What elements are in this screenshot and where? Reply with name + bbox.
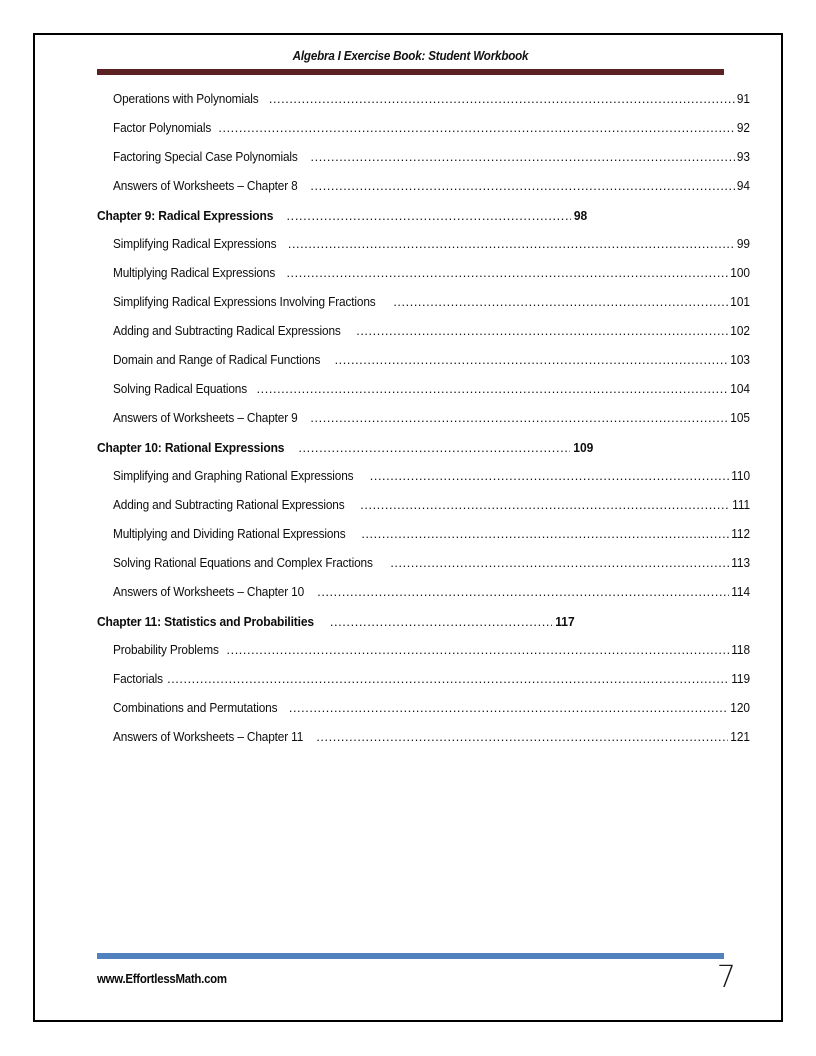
toc-entry-row[interactable] xyxy=(35,121,781,150)
toc-entry-label: Adding and Subtracting Rational Expressions xyxy=(113,498,345,512)
toc-entry-row[interactable] xyxy=(35,643,781,672)
toc-dot-leader xyxy=(317,585,729,601)
toc-chapter-row[interactable] xyxy=(35,208,781,237)
toc-dot-leader xyxy=(370,469,729,485)
toc-entry-row[interactable] xyxy=(35,237,781,266)
toc-entry-row[interactable] xyxy=(35,179,781,208)
toc-dot-leader xyxy=(269,92,735,108)
toc-entry-row[interactable] xyxy=(35,701,781,730)
footer-page-number: 7 xyxy=(716,960,736,995)
toc-entry-page-number: 103 xyxy=(730,353,750,367)
footer-website: www.EffortlessMath.com xyxy=(97,971,227,986)
toc-entry-row[interactable] xyxy=(35,324,781,353)
toc-entry-page-number: 104 xyxy=(730,382,750,396)
toc-entry-page-number: 112 xyxy=(731,527,750,541)
toc-entry-row[interactable] xyxy=(35,266,781,295)
footer-rule xyxy=(97,953,724,959)
table-of-contents xyxy=(35,92,781,759)
toc-entry-page-number: 117 xyxy=(555,614,575,629)
toc-entry-label: Factorials xyxy=(113,672,163,686)
toc-entry-page-number: 118 xyxy=(731,643,750,657)
toc-entry-label: Answers of Worksheets – Chapter 9 xyxy=(113,411,298,425)
toc-entry-page-number: 109 xyxy=(573,440,594,455)
toc-dot-leader xyxy=(167,672,729,688)
toc-entry-label: Multiplying and Dividing Rational Expressions xyxy=(113,527,346,541)
toc-entry-row[interactable] xyxy=(35,295,781,324)
toc-dot-leader xyxy=(289,701,728,717)
toc-entry-label: Domain and Range of Radical Functions xyxy=(113,353,321,367)
header-rule xyxy=(97,69,724,75)
toc-entry-row[interactable] xyxy=(35,382,781,411)
toc-entry-page-number: 105 xyxy=(730,411,750,425)
toc-entry-label: Chapter 11: Statistics and Probabilities xyxy=(97,614,314,629)
toc-entry-page-number: 93 xyxy=(736,150,750,164)
toc-dot-leader xyxy=(288,237,735,253)
toc-entry-page-number: 100 xyxy=(730,266,750,280)
toc-entry-label: Simplifying Radical Expressions Involving Fractions xyxy=(113,295,376,309)
toc-entry-page-number: 119 xyxy=(731,672,750,686)
toc-dot-leader xyxy=(356,324,728,340)
toc-dot-leader xyxy=(316,730,728,746)
toc-dot-leader xyxy=(218,121,735,137)
toc-entry-row[interactable] xyxy=(35,353,781,382)
toc-entry-page-number: 120 xyxy=(730,701,750,715)
toc-entry-page-number: 99 xyxy=(736,237,750,251)
toc-entry-page-number: 121 xyxy=(730,730,750,744)
toc-dot-leader xyxy=(390,556,729,572)
toc-entry-page-number: 114 xyxy=(731,585,750,599)
toc-entry-page-number: 91 xyxy=(736,92,750,106)
toc-entry-label: Simplifying Radical Expressions xyxy=(113,237,277,251)
toc-entry-row[interactable] xyxy=(35,150,781,179)
toc-dot-leader xyxy=(310,179,735,195)
toc-dot-leader xyxy=(335,353,728,369)
toc-entry-row[interactable] xyxy=(35,527,781,556)
toc-entry-label: Solving Rational Equations and Complex Fractions xyxy=(113,556,373,570)
toc-entry-label: Answers of Worksheets – Chapter 10 xyxy=(113,585,305,599)
toc-entry-label: Simplifying and Graphing Rational Expressions xyxy=(113,469,354,483)
toc-entry-row[interactable] xyxy=(35,730,781,759)
toc-entry-label: Probability Problems xyxy=(113,643,219,657)
toc-entry-row[interactable] xyxy=(35,672,781,701)
toc-entry-label: Combinations and Permutations xyxy=(113,701,278,715)
toc-dot-leader xyxy=(227,643,729,659)
toc-dot-leader xyxy=(310,411,728,427)
toc-dot-leader xyxy=(361,527,729,543)
toc-entry-row[interactable] xyxy=(35,585,781,614)
toc-entry-page-number: 102 xyxy=(730,324,750,338)
toc-entry-label: Factor Polynomials xyxy=(113,121,212,135)
toc-entry-row[interactable] xyxy=(35,92,781,121)
toc-dot-leader xyxy=(298,440,570,456)
toc-entry-row[interactable] xyxy=(35,556,781,585)
toc-chapter-row[interactable] xyxy=(35,440,781,469)
toc-dot-leader xyxy=(330,614,552,630)
toc-entry-label: Answers of Worksheets – Chapter 11 xyxy=(113,730,304,744)
toc-entry-label: Chapter 10: Rational Expressions xyxy=(97,440,285,455)
toc-entry-label: Solving Radical Equations xyxy=(113,382,248,396)
running-head-title: Algebra I Exercise Book: Student Workbook xyxy=(292,49,529,63)
page-frame xyxy=(33,33,783,1022)
toc-dot-leader xyxy=(257,382,728,398)
toc-dot-leader xyxy=(311,150,735,166)
toc-entry-row[interactable] xyxy=(35,469,781,498)
toc-entry-page-number: 92 xyxy=(736,121,750,135)
toc-dot-leader xyxy=(360,498,730,514)
toc-entry-page-number: 111 xyxy=(731,498,750,512)
toc-dot-leader xyxy=(287,208,571,224)
toc-entry-page-number: 98 xyxy=(573,208,587,223)
toc-entry-page-number: 101 xyxy=(730,295,750,309)
toc-entry-label: Factoring Special Case Polynomials xyxy=(113,150,298,164)
toc-dot-leader xyxy=(286,266,728,282)
toc-entry-page-number: 94 xyxy=(736,179,750,193)
toc-entry-label: Multiplying Radical Expressions xyxy=(113,266,276,280)
toc-entry-label: Adding and Subtracting Radical Expressions xyxy=(113,324,341,338)
toc-entry-page-number: 110 xyxy=(731,469,750,483)
toc-entry-label: Answers of Worksheets – Chapter 8 xyxy=(113,179,298,193)
toc-chapter-row[interactable] xyxy=(35,614,781,643)
toc-entry-label: Chapter 9: Radical Expressions xyxy=(97,208,274,223)
toc-entry-row[interactable] xyxy=(35,498,781,527)
toc-dot-leader xyxy=(393,295,728,311)
toc-entry-label: Operations with Polynomials xyxy=(113,92,259,106)
toc-entry-row[interactable] xyxy=(35,411,781,440)
toc-entry-page-number: 113 xyxy=(731,556,750,570)
